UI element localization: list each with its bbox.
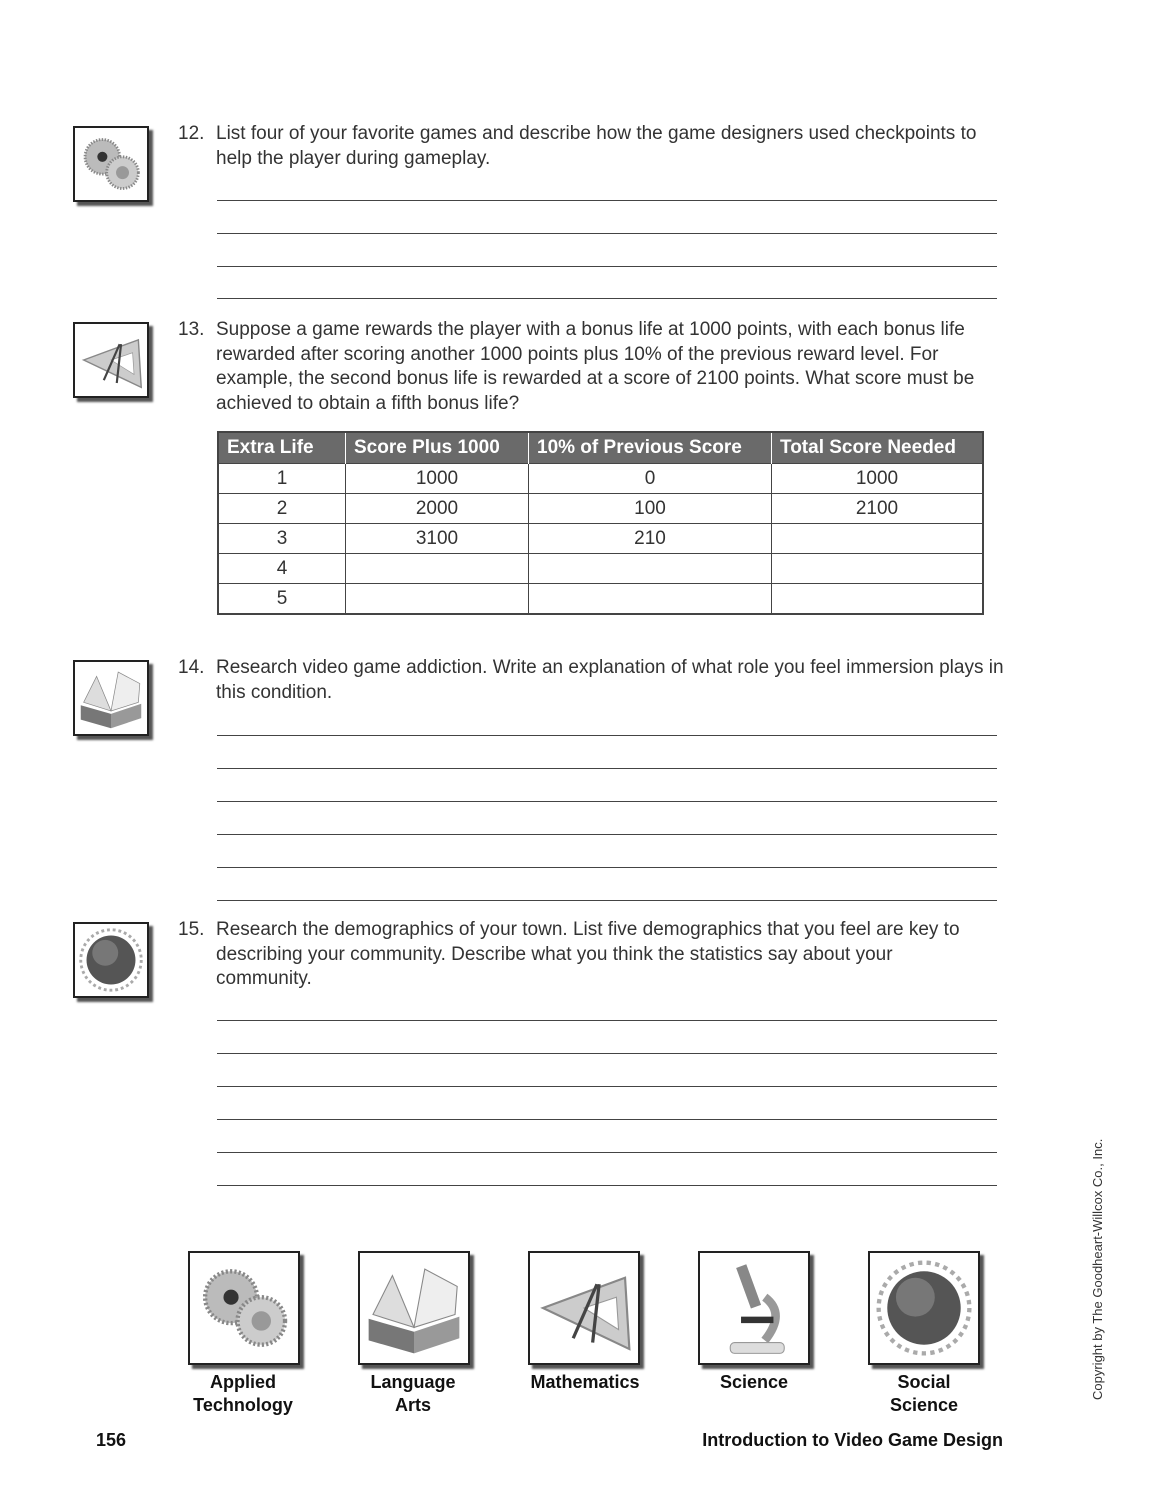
blank-cell[interactable] xyxy=(772,524,984,554)
legend-label-science: Science xyxy=(719,1372,789,1392)
book-icon xyxy=(358,1251,470,1365)
gears-icon xyxy=(188,1251,300,1365)
table-row xyxy=(218,554,983,584)
legend-label-language-arts: Language Arts xyxy=(370,1372,456,1415)
triangle-ruler-icon xyxy=(528,1251,640,1365)
answer-line[interactable] xyxy=(217,768,997,769)
applied-technology-gears-icon xyxy=(73,126,149,202)
answer-line[interactable] xyxy=(217,1086,997,1087)
page-number: 156 xyxy=(96,1430,127,1450)
answer-line[interactable] xyxy=(217,1053,997,1054)
blank-cell[interactable] xyxy=(772,584,984,615)
question-text: Suppose a game rewards the player with a bonus life at 1000 points, with each bonus life rewarded after scoring another 1000 points plus 10% of the previous reward level. For example, the second bonus life is rewarded at a score of 2100 points. What score must be achieved to obtain a fifth bonus life? xyxy=(216,319,975,414)
column-header: Score Plus 1000 xyxy=(346,432,529,464)
answer-line[interactable] xyxy=(217,801,997,802)
answer-line[interactable] xyxy=(217,1185,997,1186)
answer-line[interactable] xyxy=(217,200,997,201)
bonus-life-table xyxy=(217,431,984,615)
legend-label-applied-technology: Applied Technology xyxy=(193,1372,293,1415)
blank-cell[interactable] xyxy=(346,554,529,584)
question-12: 12. List four of your favorite games and describe how the game designers used checkpoints to help the player during gameplay. xyxy=(178,122,1008,171)
language-arts-book-icon xyxy=(73,660,149,736)
table-cell: 1000 xyxy=(772,464,984,494)
question-text: Research video game addiction. Write an explanation of what role you feel immersion plays in this condition. xyxy=(216,657,1004,703)
table-cell: 2000 xyxy=(346,494,529,524)
blank-cell[interactable] xyxy=(529,554,772,584)
table-cell: 1000 xyxy=(346,464,529,494)
microscope-icon xyxy=(698,1251,810,1365)
blank-cell[interactable] xyxy=(772,554,984,584)
table-cell: 100 xyxy=(529,494,772,524)
table-row xyxy=(218,524,983,554)
table-row xyxy=(218,584,983,615)
column-header: Extra Life xyxy=(218,432,346,464)
question-13: 13. Suppose a game rewards the player with a bonus life at 1000 points, with each bonus life rewarded after scoring another 1000 points plus 10% of the previous reward level. For example, the second bonus life is rewarded at a score of 2100 points. What score must be achieved to obtain a fifth bonus life? xyxy=(178,318,1008,416)
globe-icon xyxy=(868,1251,980,1365)
table-cell: 5 xyxy=(218,584,346,615)
column-header: 10% of Previous Score xyxy=(529,432,772,464)
answer-line[interactable] xyxy=(217,1152,997,1153)
legend-label-mathematics: Mathematics xyxy=(530,1372,640,1392)
question-text: List four of your favorite games and describe how the game designers used checkpoints to help the player during gameplay. xyxy=(216,123,977,169)
mathematics-triangle-ruler-icon xyxy=(73,322,149,398)
table-cell: 2100 xyxy=(772,494,984,524)
column-header: Total Score Needed xyxy=(772,432,984,464)
question-14: 14. Research video game addiction. Write an explanation of what role you feel immersion plays in this condition. xyxy=(178,656,1008,705)
answer-line[interactable] xyxy=(217,867,997,868)
book-title: Introduction to Video Game Design xyxy=(702,1430,1003,1450)
table-row xyxy=(218,494,983,524)
table-cell: 1 xyxy=(218,464,346,494)
table-cell: 0 xyxy=(529,464,772,494)
social-science-globe-icon xyxy=(73,922,149,998)
table-cell: 3 xyxy=(218,524,346,554)
answer-line[interactable] xyxy=(217,900,997,901)
answer-line[interactable] xyxy=(217,735,997,736)
table-header-row xyxy=(218,432,983,464)
blank-cell[interactable] xyxy=(529,584,772,615)
table-cell: 2 xyxy=(218,494,346,524)
answer-line[interactable] xyxy=(217,266,997,267)
table-row xyxy=(218,464,983,494)
answer-line[interactable] xyxy=(217,233,997,234)
answer-line[interactable] xyxy=(217,1020,997,1021)
legend-label-social-science: Social Science xyxy=(889,1372,959,1415)
answer-line[interactable] xyxy=(217,298,997,299)
question-text: Research the demographics of your town. List five demographics that you feel are key to describing your community. Describe what you think the statistics say about your community. xyxy=(216,919,960,989)
copyright-notice: Copyright by The Goodheart-Willcox Co., Inc. xyxy=(1090,1138,1105,1400)
table-cell: 4 xyxy=(218,554,346,584)
table-cell: 3100 xyxy=(346,524,529,554)
blank-cell[interactable] xyxy=(346,584,529,615)
question-15: 15. Research the demographics of your town. List five demographics that you feel are key to describing your community. Describe what you think the statistics say about your community. xyxy=(178,918,1008,992)
answer-line[interactable] xyxy=(217,834,997,835)
table-cell: 210 xyxy=(529,524,772,554)
answer-line[interactable] xyxy=(217,1119,997,1120)
